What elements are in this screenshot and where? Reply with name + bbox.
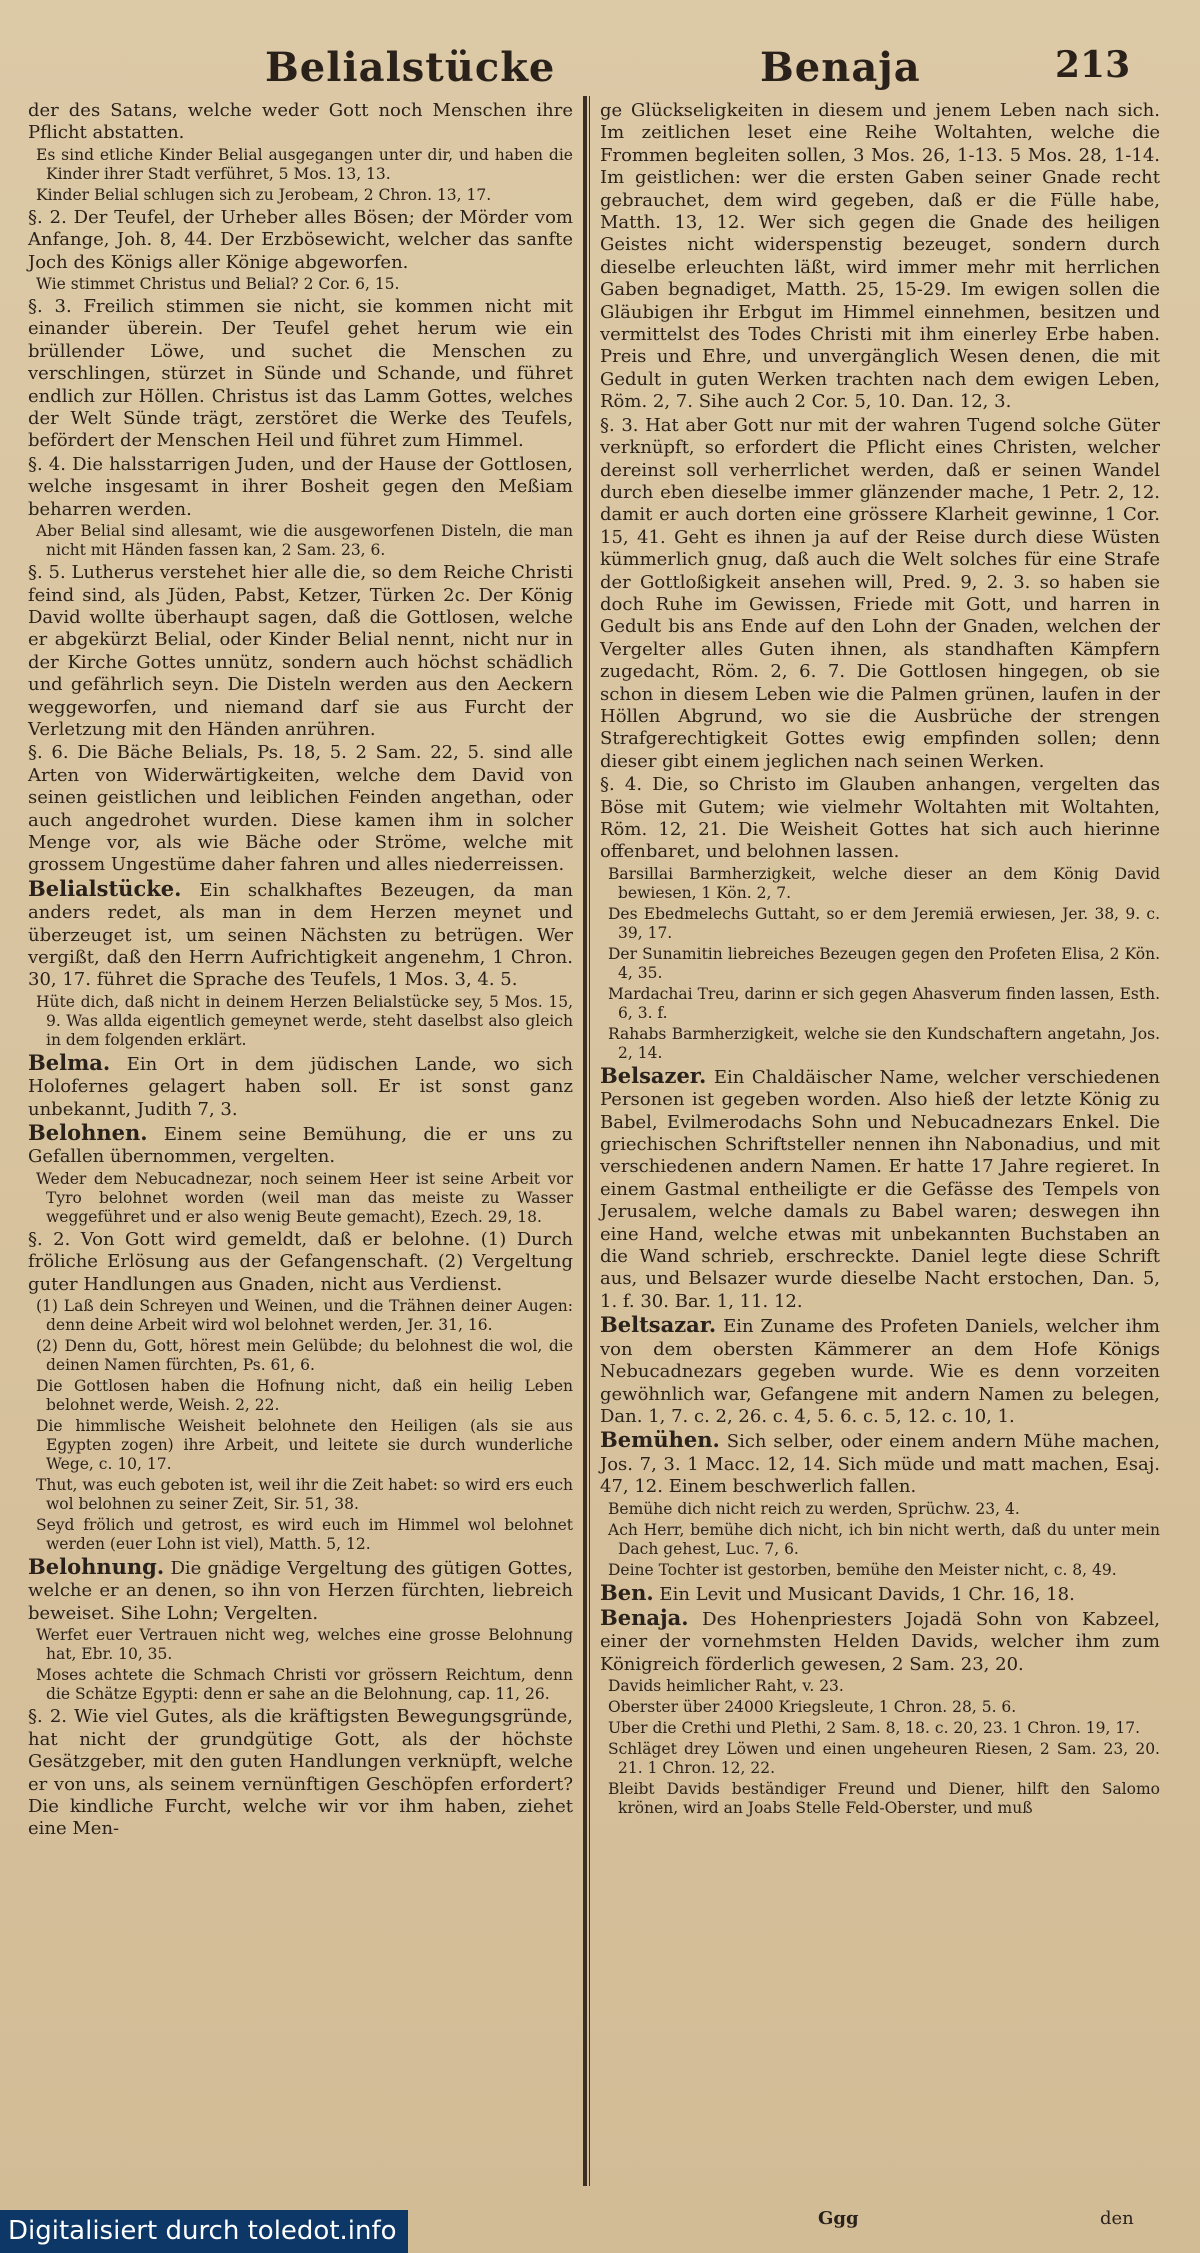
paragraph: Thut, was euch geboten ist, weil ihr die Zeit habet: so wird ers euch wol belohnen zu seiner Zeit, Sir. 51, 38. [36, 1476, 573, 1514]
catchword: den [1100, 2208, 1134, 2229]
page-number: 213 [1055, 44, 1131, 86]
column-divider-thin [589, 96, 590, 2186]
paragraph: Benaja. Des Hohenpriesters Jojadä Sohn von Kabzeel, einer der vornehmsten Helden Davids, welcher ihm zum Königreich förderlich gewesen, 2 Sam. 23, 20. [600, 1604, 1160, 1675]
paragraph: Uber die Crethi und Plethi, 2 Sam. 8, 18. c. 20, 23. 1 Chron. 19, 17. [608, 1719, 1141, 1738]
left-column [28, 100, 573, 1842]
paragraph: Ach Herr, bemühe dich nicht, ich bin nicht werth, daß du unter mein Dach gehest, Luc. 7, 6. [608, 1520, 1160, 1558]
paragraph: §. 3. Freilich stimmen sie nicht, sie kommen nicht mit einander überein. Der Teufel gehet herum wie ein brüllender Löwe, und suchet die Menschen zu verschlingen, stürzet in Sünde und Schande, und führet endlich zur Höllen. Christus ist das Lamm Gottes, welches der Welt Sünde trägt, zerstöret die Werke des Teufels, befördert der Menschen Heil und führet zum Himmel. [28, 296, 573, 452]
digitization-badge[interactable]: Digitalisiert durch toledot.info [0, 2210, 408, 2253]
paragraph: Hüte dich, daß nicht in deinem Herzen Belialstücke sey, 5 Mos. 15, 9. Was allda eigentlich gemeynet werde, steht daselbst also gleich in dem folgenden erklärt. [36, 992, 573, 1049]
entry-headword: Belohnen. [28, 1120, 148, 1146]
paragraph: Weder dem Nebucadnezar, noch seinem Heer ist seine Arbeit vor Tyro belohnet worden (weil man das meiste zu Wasser weggeführet und er also wenig Beute gemacht), Ezech. 29, 18. [36, 1169, 573, 1226]
paragraph: Wie stimmet Christus und Belial? 2 Cor. 6, 15. [36, 275, 400, 294]
paragraph: Schläget drey Löwen und einen ungeheuren Riesen, 2 Sam. 23, 20. 21. 1 Chron. 12, 22. [608, 1740, 1160, 1778]
header-center-title: Benaja [760, 44, 921, 91]
column-divider [583, 96, 587, 2186]
paragraph: Belsazer. Ein Chaldäischer Name, welcher verschiedenen Personen ist gegeben worden. Also hieß der letzte König zu Babel, Evilmerodachs Sohn und Nebucadnezars Enkel. Die griechischen Schriftsteller nennen ihn Nabonadius, und mit verschiedenen andern Namen. Er hatte 17 Jahre regieret. In einem Gastmal entheiligte er die Gefässe des Tempels von Jerusalem, welche damals zu Babel waren; deswegen ihn eine Hand, welche etwas mit unbekannten Buchstaben an die Wand schrieb, erschreckte. Daniel legte diese Schrift aus, und Belsazer wurde dieselbe Nacht erstochen, Dan. 5, 1. f. 30. Bar. 1, 11. 12. [600, 1062, 1160, 1312]
paragraph: §. 6. Die Bäche Belials, Ps. 18, 5. 2 Sam. 22, 5. sind alle Arten von Widerwärtigkeiten, welche dem David von seinen geistlichen und leiblichen Feinden angethan, oder auch angedrohet wurden. Diese kamen ihm in solcher Menge vor, als wie Bäche oder Ströme, welche mit grossem Ungestüme daher fahren und alles niederreissen. [28, 742, 573, 876]
paragraph: Die himmlische Weisheit belohnete den Heiligen (als sie aus Egypten zogen) ihre Arbeit, und leitete sie durch wunderliche Wege, c. 10, 17. [36, 1417, 573, 1474]
paragraph: Bemühe dich nicht reich zu werden, Sprüchw. 23, 4. [608, 1499, 1020, 1518]
entry-headword: Belialstücke. [28, 875, 182, 901]
paragraph: §. 2. Von Gott wird gemeldt, daß er belohne. (1) Durch fröliche Erlösung aus der Gefangenschaft. (2) Vergeltung guter Handlungen aus Gnaden, nicht aus Verdienst. [28, 1228, 573, 1295]
paragraph: Moses achtete die Schmach Christi vor grössern Reichtum, denn die Schätze Egypti: denn er sahe an die Belohnung, cap. 11, 26. [36, 1666, 573, 1704]
paragraph: Aber Belial sind allesamt, wie die ausgeworfenen Disteln, die man nicht mit Händen fassen kan, 2 Sam. 23, 6. [36, 522, 573, 560]
paragraph: Belohnung. Die gnädige Vergeltung des gütigen Gottes, welche er an denen, so ihn von Herzen fürchten, liebreich beweiset. Sihe Lohn; Vergelten. [28, 1554, 573, 1624]
paragraph: §. 4. Die halsstarrigen Juden, und der Hause der Gottlosen, welche insgesamt in ihrer Bosheit gegen den Meßiam beharren werden. [28, 453, 573, 520]
paragraph: Kinder Belial schlugen sich zu Jerobeam, 2 Chron. 13, 17. [36, 185, 492, 204]
paragraph: ge Glückseligkeiten in diesem und jenem Leben nach sich. Im zeitlichen leset eine Reihe Woltahten, welche die Frommen begleiten sollen, 3 Mos. 26, 1-13. 5 Mos. 28, 1-14. Im geistlichen: wer die ersten Gaben seiner Gnade recht gebrauchet, dem wird gegeben, daß er die Fülle habe, Matth. 13, 12. Wer sich gegen die Gnade des heiligen Geistes nicht widerspenstig bezeuget, sondern durch dieselbe erleuchten läßt, wird immer mehr mit herrlichen Gaben begnadiget, Matth. 25, 15-29. Im ewigen sollen die Gläubigen ihr Erbgut im Himmel einnehmen, besitzen und vermittelst des Todes Christi mit ihm einerley Erbe haben. Preis und Ehre, und unvergänglich Wesen denen, die mit Gedult in guten Werken trachten nach dem ewigen Leben, Röm. 2, 7. Sihe auch 2 Cor. 5, 10. Dan. 12, 3. [600, 100, 1160, 413]
entry-headword: Beltsazar. [600, 1312, 717, 1338]
entry-headword: Belma. [28, 1049, 111, 1075]
paragraph: Mardachai Treu, darinn er sich gegen Ahasverum finden lassen, Esth. 6, 3. f. [608, 984, 1160, 1022]
paragraph: §. 4. Die, so Christo im Glauben anhangen, vergelten das Böse mit Gutem; wie vielmehr Woltahten mit Woltahten, Röm. 12, 21. Die Weisheit Gottes hat sich auch hierinne offenbaret, und belohnen lassen. [600, 774, 1160, 863]
paragraph: §. 2. Der Teufel, der Urheber alles Bösen; der Mörder vom Anfange, Joh. 8, 44. Der Erzbösewicht, welcher das sanfte Joch des Königs aller Könige abgeworfen. [28, 206, 573, 273]
signature-mark: Ggg [818, 2208, 859, 2229]
entry-headword: Belohnung. [28, 1554, 165, 1580]
paragraph: Bleibt Davids beständiger Freund und Diener, hilft den Salomo krönen, wird an Joabs Stelle Feld-Oberster, und muß [608, 1780, 1160, 1818]
paragraph: Rahabs Barmherzigkeit, welche sie den Kundschaftern angetahn, Jos. 2, 14. [608, 1024, 1160, 1062]
paragraph: Belohnen. Einem seine Bemühung, die er uns zu Gefallen übernommen, vergelten. [28, 1120, 573, 1168]
paragraph: (1) Laß dein Schreyen und Weinen, und die Trähnen deiner Augen: denn deine Arbeit wird wol belohnet werden, Jer. 31, 16. [36, 1297, 573, 1335]
entry-headword: Benaja. [600, 1604, 689, 1630]
paragraph: Der Sunamitin liebreiches Bezeugen gegen den Profeten Elisa, 2 Kön. 4, 35. [608, 944, 1160, 982]
paragraph: §. 3. Hat aber Gott nur mit der wahren Tugend solche Güter verknüpft, so erfordert die Pflicht eines Christen, welcher dereinst soll verherrlichet werden, daß er seinen Wandel durch eben dieselbe immer glänzender mache, 1 Petr. 2, 12. damit er auch dorten eine grössere Klarheit gewinne, 1 Cor. 15, 41. Geht es ihnen ja auf der Reise durch diese Wüsten kümmerlich gnug, daß auch die Welt solches für eine Strafe der Gottloßigkeit ansehen will, Pred. 9, 2. 3. so haben sie doch Ruhe im Gewissen, Friede mit Gott, und harren in Gedult bis ans Ende auf den Lohn der Gnaden, welchen der Vergelter alles Guten ihnen, als standhaften Kämpfern zugedacht, Röm. 2, 6. 7. Die Gottlosen hingegen, ob sie schon in diesem Leben wie die Palmen grünen, laufen in der Höllen Abgrund, wo sie die Ausbrüche der strengen Strafgerechtigkeit Gottes ewig empfinden sollen; denn dieser gibt einem jeglichen nach seinen Werken. [600, 414, 1160, 772]
paragraph: Oberster über 24000 Kriegsleute, 1 Chron. 28, 5. 6. [608, 1698, 1017, 1717]
running-header [0, 36, 1200, 96]
entry-headword: Belsazer. [600, 1062, 707, 1088]
right-column [600, 100, 1160, 1820]
paragraph: Werfet euer Vertrauen nicht weg, welches eine grosse Belohnung hat, Ebr. 10, 35. [36, 1626, 573, 1664]
entry-headword: Bemühen. [600, 1427, 720, 1453]
paragraph: (2) Denn du, Gott, hörest mein Gelübde; du belohnest die wol, die deinen Namen fürchten, Ps. 61, 6. [36, 1337, 573, 1375]
paragraph: der des Satans, welche weder Gott noch Menschen ihre Pflicht abstatten. [28, 100, 573, 144]
paragraph: §. 2. Wie viel Gutes, als die kräftigsten Bewegungsgründe, hat nicht der grundgütige Gott, als der höchste Gesätzgeber, mit den guten Handlungen verknüpft, welche er von uns, als seinem vernünftigen Geschöpfen erfordert? Die kindliche Furcht, welche wir vor ihm haben, ziehet eine Men- [28, 1706, 573, 1840]
paragraph: Bemühen. Sich selber, oder einem andern Mühe machen, Jos. 7, 3. 1 Macc. 12, 14. Sich müde und matt machen, Esaj. 47, 12. Einem beschwerlich fallen. [600, 1427, 1160, 1498]
paragraph: Die Gottlosen haben die Hofnung nicht, daß ein heilig Leben belohnet werde, Weish. 2, 22. [36, 1377, 573, 1415]
paragraph: Belma. Ein Ort in dem jüdischen Lande, wo sich Holofernes gelagert haben soll. Er ist sonst ganz unbekannt, Judith 7, 3. [28, 1049, 573, 1120]
header-left-title: Belialstücke [265, 44, 556, 91]
paragraph: Davids heimlicher Raht, v. 23. [608, 1677, 844, 1696]
paragraph: Seyd frölich und getrost, es wird euch im Himmel wol belohnet werden (euer Lohn ist viel), Matth. 5, 12. [36, 1516, 573, 1554]
entry-headword: Ben. [600, 1579, 654, 1605]
paragraph: Barsillai Barmherzigkeit, welche dieser an dem König David bewiesen, 1 Kön. 2, 7. [608, 864, 1160, 902]
paragraph: Ben. Ein Levit und Musicant Davids, 1 Chr. 16, 18. [600, 1579, 1075, 1605]
paragraph: Des Ebedmelechs Guttaht, so er dem Jeremiä erwiesen, Jer. 38, 9. c. 39, 17. [608, 904, 1160, 942]
paragraph: Es sind etliche Kinder Belial ausgegangen unter dir, und haben die Kinder ihrer Stadt verführet, 5 Mos. 13, 13. [36, 145, 573, 183]
paragraph: Deine Tochter ist gestorben, bemühe den Meister nicht, c. 8, 49. [608, 1560, 1117, 1579]
paragraph: Belialstücke. Ein schalkhaftes Bezeugen, da man anders redet, als man in dem Herzen meynet und überzeuget ist, um seinen Nächsten zu betrügen. Wer vergißt, daß den Herrn Aufrichtigkeit angenehm, 1 Chron. 30, 17. führet die Sprache des Teufels, 1 Mos. 3, 4. 5. [28, 875, 573, 991]
paragraph: Beltsazar. Ein Zuname des Profeten Daniels, welcher ihm von dem obersten Kämmerer an dem Hofe Königs Nebucadnezars gegeben wurde. Wie es denn vorzeiten gewöhnlich war, Gefangene mit andern Namen zu belegen, Dan. 1, 7. c. 2, 26. c. 4, 5. 6. c. 5, 12. c. 10, 1. [600, 1312, 1160, 1427]
paragraph: §. 5. Lutherus verstehet hier alle die, so dem Reiche Christi feind sind, als Jüden, Pabst, Ketzer, Türken 2c. Der König David wollte überhaupt sagen, daß die Gottlosen, welche er abgekürzt Belial, oder Kinder Belial nennt, nicht nur in der Kirche Gottes unnütz, sondern auch höchst schädlich und gefährlich seyn. Die Disteln werden aus den Aeckern weggeworfen, und niemand darf sie aus Furcht der Verletzung mit den Händen anrühren. [28, 562, 573, 740]
